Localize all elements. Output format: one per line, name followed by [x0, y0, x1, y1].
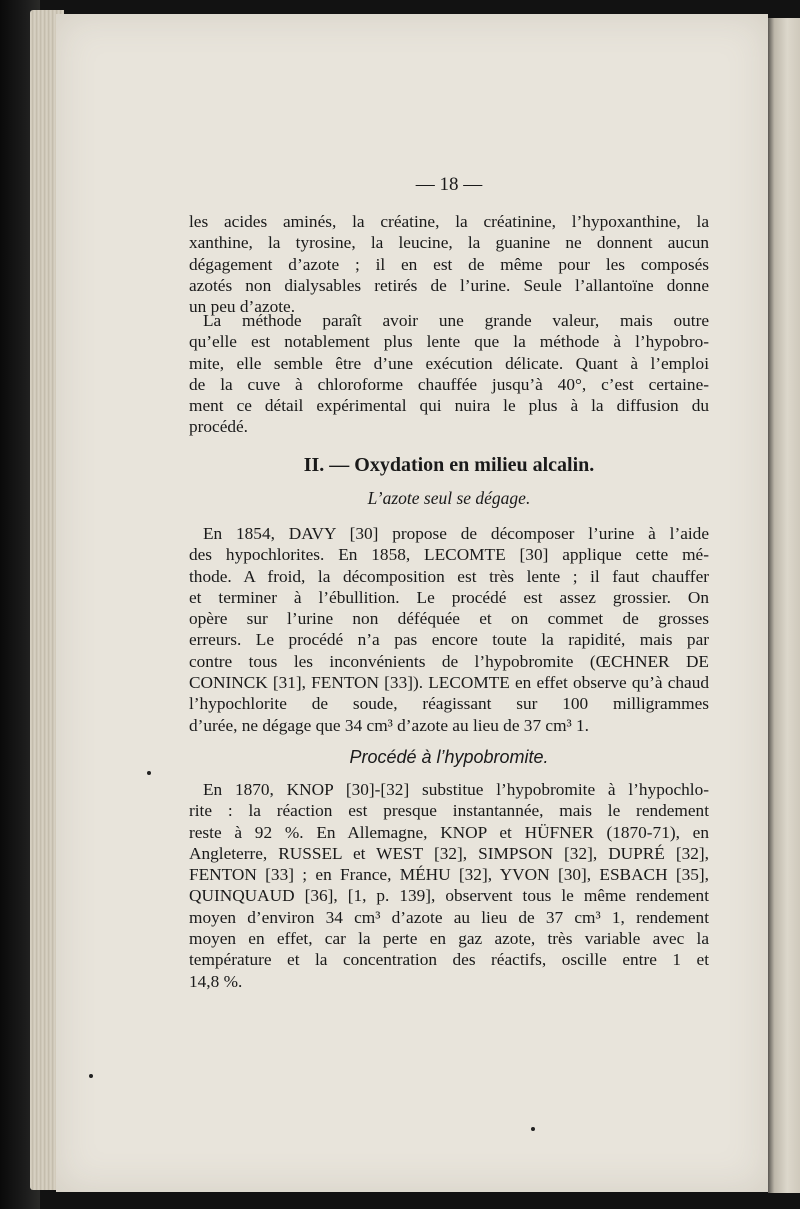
- section-heading: II. — Oxydation en milieu alcalin.: [303, 454, 595, 476]
- text-line: xanthine, la tyrosine, la leucine, la guanine ne donnent aucun: [189, 233, 709, 253]
- margin-dot: [147, 771, 151, 775]
- text-line: mite, elle semble être d’une exécution délicate. Quant à l’emploi: [189, 353, 709, 373]
- text-line: azotés non dialysables retirés de l’urine. Seule l’allantoïne donne: [189, 275, 709, 295]
- paragraph-2: [189, 310, 709, 438]
- text-line: En 1854, DAVY [30] propose de décomposer l’urine à l’aide: [203, 524, 709, 543]
- text-line: FENTON [33] ; en France, MÉHU [32], YVON [30], ESBACH [35],: [189, 865, 709, 885]
- book-page: [56, 14, 768, 1192]
- text-line: les acides aminés, la créatine, la créatinine, l’hypoxanthine, la: [189, 212, 709, 231]
- text-line: procédé.: [189, 417, 249, 437]
- text-line: et terminer à l’ébullition. Le procédé est assez grossier. On: [189, 587, 709, 607]
- text-line: ment ce détail expérimental qui nuira le plus à la diffusion du: [189, 396, 709, 416]
- text-line: rite : la réaction est presque instantannée, mais le rendement: [189, 801, 709, 821]
- text-line: moyen en effet, car la perte en gaz azote, très variable avec la: [189, 929, 709, 949]
- text-line: un peu d’azote.: [189, 297, 296, 317]
- margin-dot: [89, 1074, 93, 1078]
- text-line: La méthode paraît avoir une grande valeur, mais outre: [203, 311, 709, 330]
- text-line: des hypochlorites. En 1858, LECOMTE [30] applique cette mé-: [189, 545, 709, 565]
- text-line: dégagement d’azote ; il en est de même pour les composés: [189, 254, 709, 274]
- section-subheading: L’azote seul se dégage.: [367, 488, 531, 508]
- paragraph-4: [189, 779, 709, 992]
- text-line: En 1870, KNOP [30]-[32] substitue l’hypobromite à l’hypochlo-: [203, 780, 709, 799]
- subsection-heading: Procédé à l’hypobromite.: [349, 747, 549, 767]
- page-number: — 18 —: [415, 174, 483, 195]
- next-page-edge: [768, 18, 800, 1193]
- text-line: température et la concentration des réactifs, oscille entre 1 et: [189, 950, 709, 970]
- text-line: 14,8 %.: [189, 971, 243, 991]
- text-line: d’urée, ne dégage que 34 cm³ d’azote au lieu de 37 cm³ 1.: [189, 715, 589, 735]
- paragraph-3: [189, 523, 709, 736]
- text-line: reste à 92 %. En Allemagne, KNOP et HÜFNER (1870-71), en: [189, 822, 709, 842]
- text-line: thode. A froid, la décomposition est très lente ; il faut chauffer: [189, 566, 709, 586]
- margin-dot: [531, 1127, 535, 1131]
- text-line: Angleterre, RUSSEL et WEST [32], SIMPSON [32], DUPRÉ [32],: [189, 843, 709, 863]
- paragraph-1: [189, 211, 709, 317]
- text-line: contre tous les inconvénients de l’hypobromite (ŒCHNER DE: [189, 651, 709, 671]
- text-line: CONINCK [31], FENTON [33]). LECOMTE en effet observe qu’à chaud: [189, 673, 709, 693]
- text-line: opère sur l’urine non déféquée et on commet de grosses: [189, 609, 709, 629]
- text-line: QUINQUAUD [36], [1, p. 139], observent tous le même rendement: [189, 886, 709, 906]
- text-line: l’hypochlorite de soude, réagissant sur 100 milligrammes: [189, 694, 709, 714]
- text-line: erreurs. Le procédé n’a pas encore toute la rapidité, mais par: [189, 630, 709, 650]
- text-line: qu’elle est notablement plus lente que la méthode à l’hypobro-: [189, 332, 709, 352]
- text-line: de la cuve à chloroforme chauffée jusqu’à 40°, c’est certaine-: [189, 374, 709, 394]
- text-line: moyen d’environ 34 cm³ d’azote au lieu de 37 cm³ 1, rendement: [189, 907, 709, 927]
